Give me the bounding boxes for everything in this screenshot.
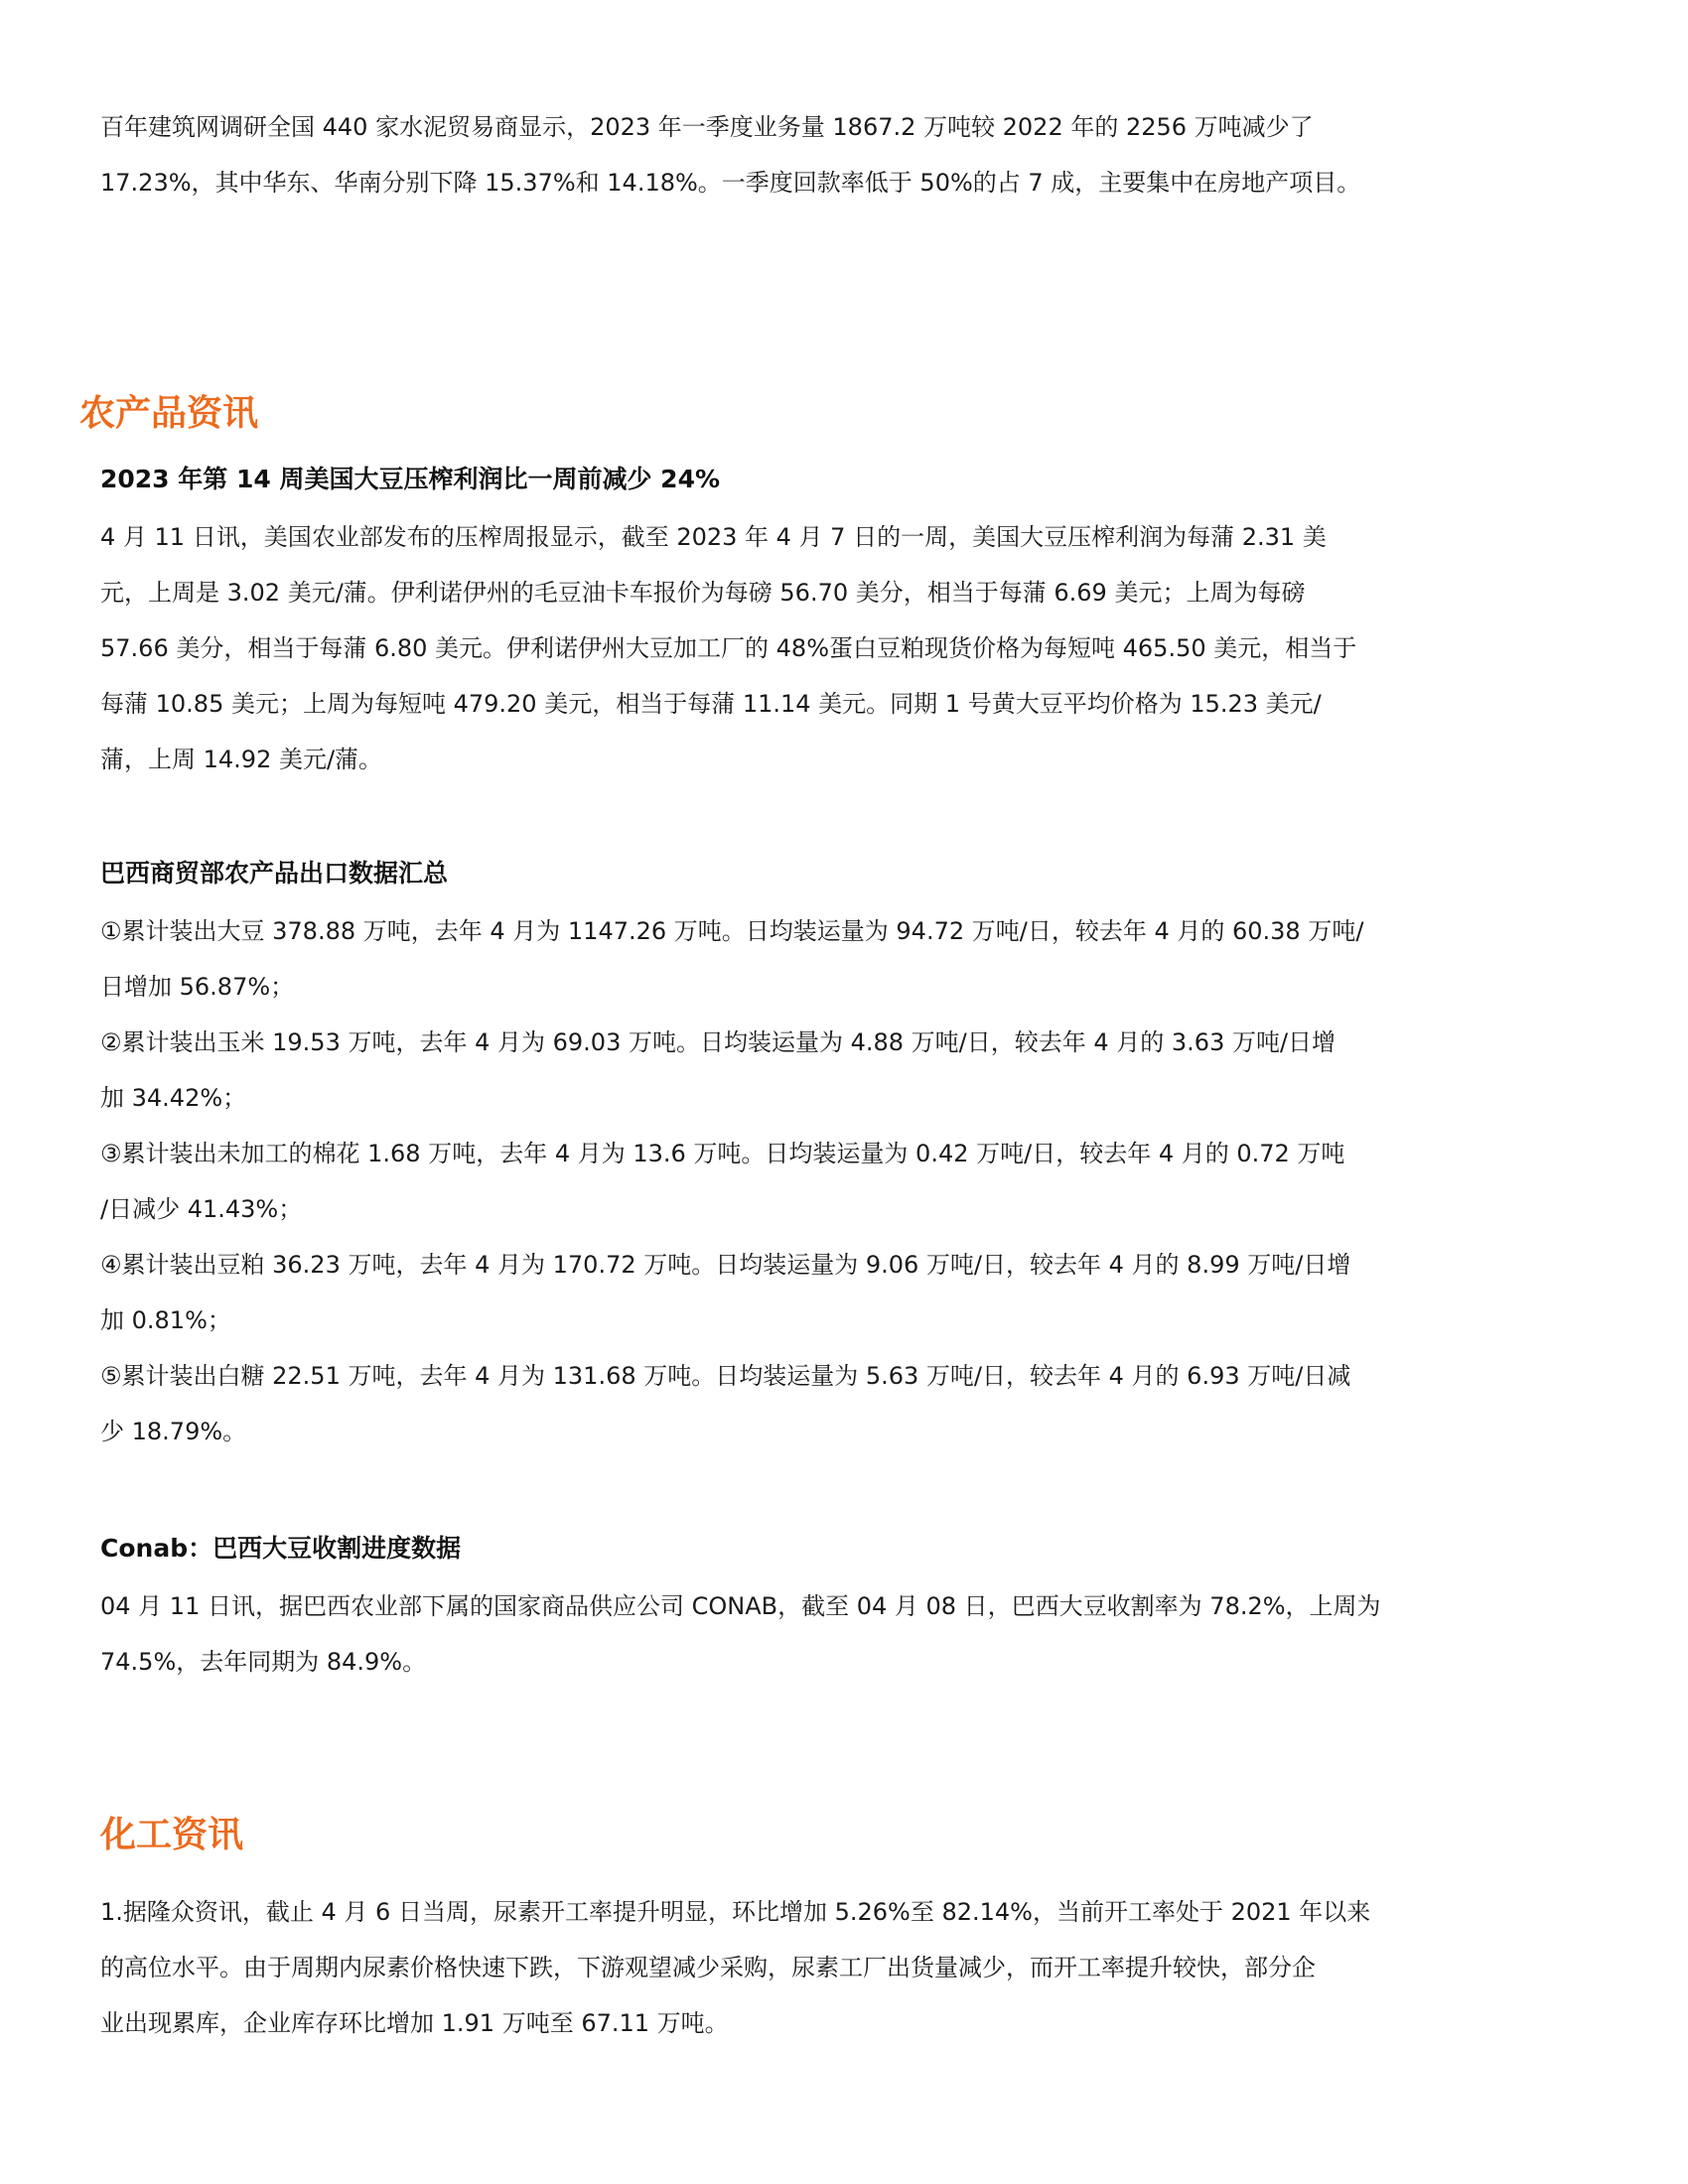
text-line: 加 34.42%； bbox=[100, 1084, 247, 1112]
article-body-brazil-exports bbox=[100, 903, 1590, 1459]
text-line: 1.据隆众资讯，截止 4 月 6 日当周，尿素开工率提升明显，环比增加 5.26%至 82.14%，当前开工率处于 2021 年以来 bbox=[100, 1898, 1371, 1926]
text-line: 少 18.79%。 bbox=[100, 1418, 247, 1445]
text-line: 04 月 11 日讯，据巴西农业部下属的国家商品供应公司 CONAB，截至 04 月 08 日，巴西大豆收割率为 78.2%，上周为 bbox=[100, 1592, 1381, 1620]
text-line: 元，上周是 3.02 美元/蒲。伊利诺伊州的毛豆油卡车报价为每磅 56.70 美分，相当于每蒲 6.69 美元；上周为每磅 bbox=[100, 579, 1306, 607]
text-line: 蒲，上周 14.92 美元/蒲。 bbox=[100, 746, 383, 773]
text-line: 加 0.81%； bbox=[100, 1306, 231, 1334]
section-title-chem: 化工资讯 bbox=[100, 1815, 244, 1855]
text-line: ①累计装出大豆 378.88 万吨，去年 4 月为 1147.26 万吨。日均装运量为 94.72 万吨/日，较去年 4 月的 60.38 万吨/ bbox=[100, 917, 1364, 945]
text-line: ⑤累计装出白糖 22.51 万吨，去年 4 月为 131.68 万吨。日均装运量为 5.63 万吨/日，较去年 4 月的 6.93 万吨/日减 bbox=[100, 1362, 1351, 1390]
article-body-soy-crush bbox=[100, 509, 1590, 787]
text-line: 日增加 56.87%； bbox=[100, 973, 295, 1001]
article-heading-soy-crush: 2023 年第 14 周美国大豆压榨利润比一周前减少 24% bbox=[100, 465, 721, 493]
text-line: 74.5%，去年同期为 84.9%。 bbox=[100, 1648, 427, 1676]
text-line: 57.66 美分，相当于每蒲 6.80 美元。伊利诺伊州大豆加工厂的 48%蛋白豆粕现货价格为每短吨 465.50 美元，相当于 bbox=[100, 634, 1357, 662]
text-line: ④累计装出豆粕 36.23 万吨，去年 4 月为 170.72 万吨。日均装运量为 9.06 万吨/日，较去年 4 月的 8.99 万吨/日增 bbox=[100, 1251, 1351, 1279]
text-line: ②累计装出玉米 19.53 万吨，去年 4 月为 69.03 万吨。日均装运量为 4.88 万吨/日，较去年 4 月的 3.63 万吨/日增 bbox=[100, 1028, 1336, 1056]
text-line: 百年建筑网调研全国 440 家水泥贸易商显示，2023 年一季度业务量 1867.2 万吨较 2022 年的 2256 万吨减少了 bbox=[100, 113, 1314, 141]
article-heading-brazil-exports: 巴西商贸部农产品出口数据汇总 bbox=[100, 859, 449, 887]
text-line: 4 月 11 日讯，美国农业部发布的压榨周报显示，截至 2023 年 4 月 7 日的一周，美国大豆压榨利润为每蒲 2.31 美 bbox=[100, 523, 1327, 551]
text-line: 每蒲 10.85 美元；上周为每短吨 479.20 美元，相当于每蒲 11.14 美元。同期 1 号黄大豆平均价格为 15.23 美元/ bbox=[100, 690, 1322, 718]
text-line: 的高位水平。由于周期内尿素价格快速下跌，下游观望减少采购，尿素工厂出货量减少，而开工率提升较快，部分企 bbox=[100, 1954, 1316, 1981]
article-heading-conab: Conab：巴西大豆收割进度数据 bbox=[100, 1534, 462, 1563]
section-title-agri: 农产品资讯 bbox=[79, 393, 259, 434]
article-body-urea bbox=[100, 1884, 1590, 2051]
text-line: ③累计装出未加工的棉花 1.68 万吨，去年 4 月为 13.6 万吨。日均装运量为 0.42 万吨/日，较去年 4 月的 0.72 万吨 bbox=[100, 1140, 1345, 1167]
intro-paragraph bbox=[100, 99, 1590, 210]
article-body-conab bbox=[100, 1578, 1590, 1690]
text-line: /日减少 41.43%； bbox=[100, 1195, 303, 1223]
text-line: 业出现累库，企业库存环比增加 1.91 万吨至 67.11 万吨。 bbox=[100, 2009, 729, 2037]
text-line: 17.23%，其中华东、华南分别下降 15.37%和 14.18%。一季度回款率低于 50%的占 7 成，主要集中在房地产项目。 bbox=[100, 169, 1361, 197]
